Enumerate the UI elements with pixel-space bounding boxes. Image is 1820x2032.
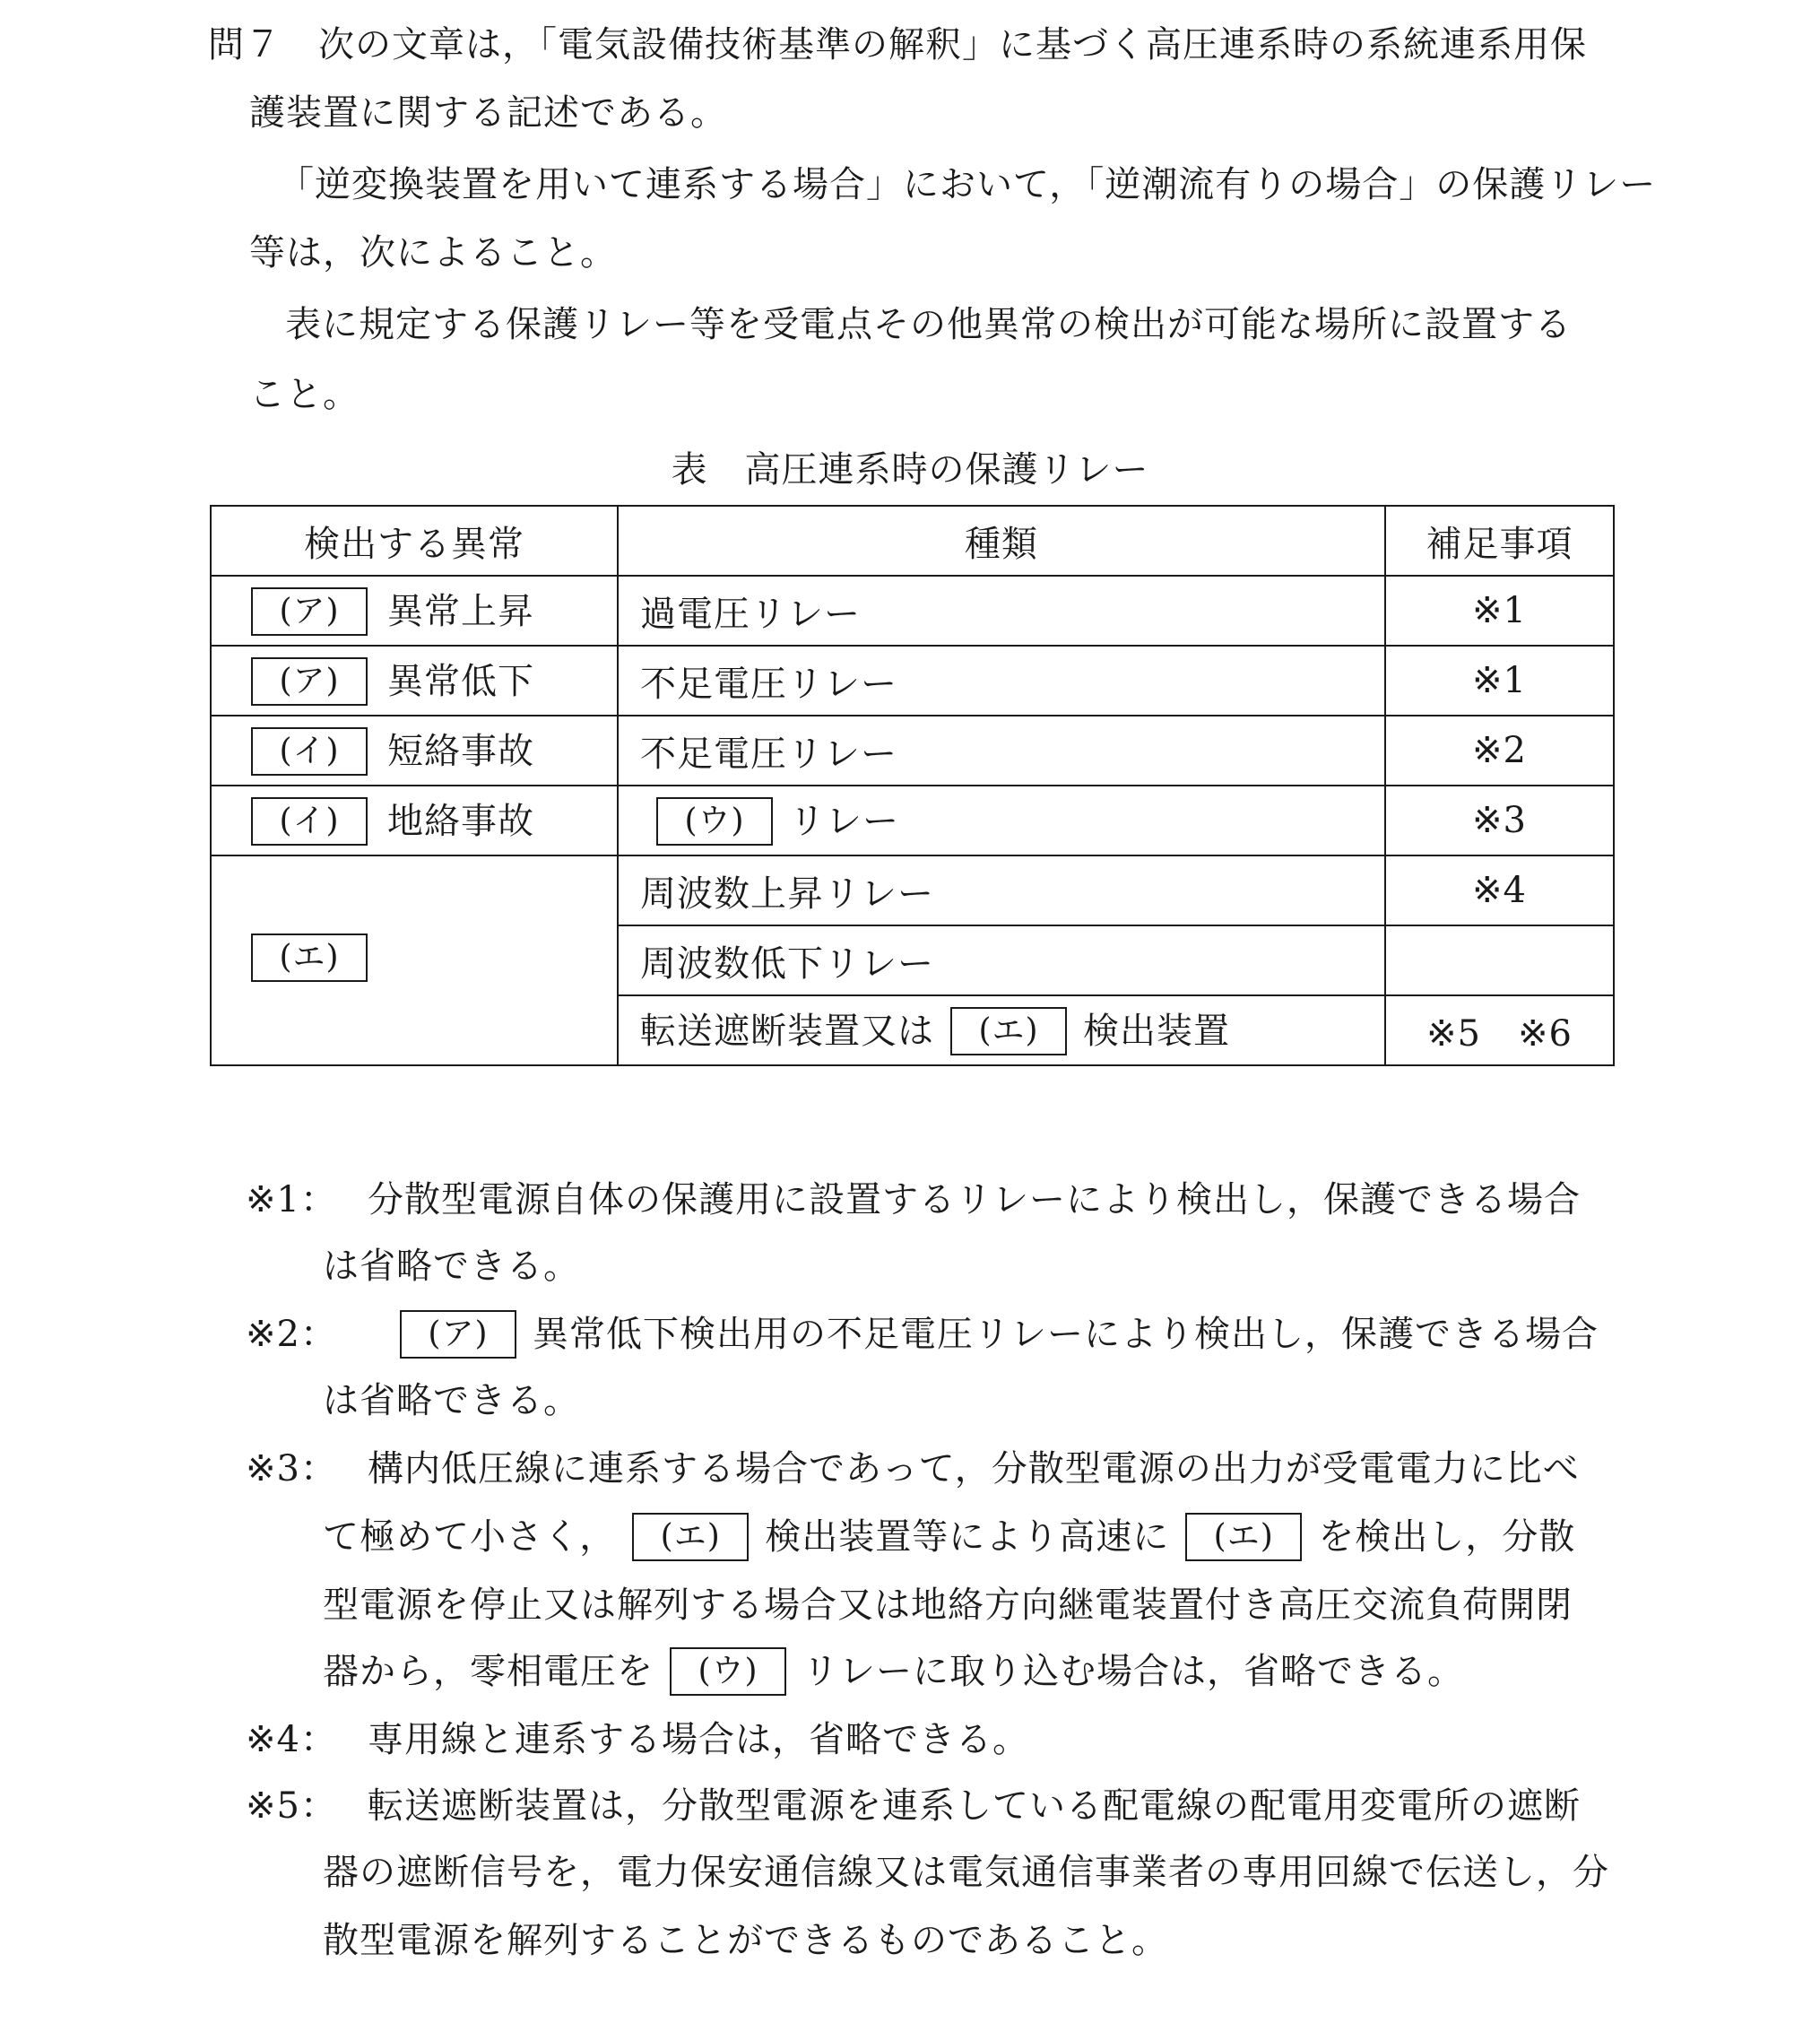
header-kind: 種類 bbox=[618, 506, 1385, 576]
abnormal-text: 異常上昇 bbox=[387, 591, 534, 632]
question-line-3: 「逆変換装置を用いて連系する場合」において，「逆潮流有りの場合」の保護リレー bbox=[278, 164, 1657, 205]
note-3-line-4 bbox=[323, 1637, 1730, 1706]
kind-cell: 周波数低下リレー bbox=[618, 925, 1385, 995]
blank-box: (ア) bbox=[400, 1310, 516, 1359]
note-text: 検出装置等により高速に bbox=[765, 1516, 1170, 1558]
note-1 bbox=[246, 1166, 1653, 1234]
note-1-cont: は省略できる。 bbox=[323, 1246, 580, 1287]
note-label: ※3： bbox=[246, 1448, 337, 1489]
header-abnormal: 検出する異常 bbox=[211, 506, 618, 576]
kind-cell: 周波数上昇リレー bbox=[618, 855, 1385, 925]
blank-box: (イ) bbox=[251, 797, 368, 846]
note-cell: ※2 bbox=[1385, 716, 1614, 786]
blank-box: (エ) bbox=[950, 1007, 1067, 1055]
note-text: 分散型電源自体の保護用に設置するリレーにより検出し，保護できる場合 bbox=[367, 1179, 1581, 1220]
question-line-5: 表に規定する保護リレー等を受電点その他異常の検出が可能な場所に設置する bbox=[285, 304, 1572, 345]
table-caption: 表 高圧連系時の保護リレー bbox=[671, 449, 1149, 491]
kind-cell: 過電圧リレー bbox=[618, 576, 1385, 646]
abnormal-text: 地絡事故 bbox=[387, 801, 534, 842]
abnormal-text: 短絡事故 bbox=[387, 731, 534, 772]
blank-box: (エ) bbox=[632, 1513, 749, 1561]
question-line-4: 等は，次によること。 bbox=[249, 232, 617, 274]
note-3 bbox=[246, 1435, 1653, 1503]
note-2-cont: は省略できる。 bbox=[323, 1380, 580, 1421]
note-text: 器から，零相電圧を bbox=[323, 1651, 654, 1692]
kind-text: リレー bbox=[789, 801, 899, 842]
abnormal-cell bbox=[211, 576, 618, 646]
header-note: 補足事項 bbox=[1385, 506, 1614, 576]
table-row bbox=[211, 786, 1614, 855]
note-cell: ※1 bbox=[1385, 646, 1614, 716]
abnormal-text: 異常低下 bbox=[387, 661, 534, 702]
table-header-row bbox=[211, 506, 1614, 576]
blank-box: (エ) bbox=[251, 934, 368, 982]
note-label: ※1： bbox=[246, 1179, 337, 1220]
note-cell: ※3 bbox=[1385, 786, 1614, 855]
blank-box: (ウ) bbox=[670, 1647, 786, 1696]
note-5-cont-2: 散型電源を解列することができるものであること。 bbox=[323, 1920, 1168, 1961]
table-row bbox=[211, 855, 1614, 925]
blank-box: (ウ) bbox=[656, 797, 773, 846]
note-text: を検出し，分散 bbox=[1318, 1516, 1576, 1558]
note-text: リレーに取り込む場合は，省略できる。 bbox=[802, 1651, 1464, 1692]
note-text: 転送遮断装置は，分散型電源を連系している配電線の配電用変電所の遮断 bbox=[367, 1785, 1581, 1827]
note-3-line-3: 型電源を停止又は解列する場合又は地絡方向継電装置付き高圧交流負荷開閉 bbox=[323, 1585, 1573, 1626]
note-cell: ※4 bbox=[1385, 855, 1614, 925]
abnormal-cell bbox=[211, 786, 618, 855]
question-line-6: こと。 bbox=[249, 374, 360, 415]
note-cell: ※1 bbox=[1385, 576, 1614, 646]
note-label: ※5： bbox=[246, 1785, 337, 1827]
kind-cell: 不足電圧リレー bbox=[618, 716, 1385, 786]
note-text: て極めて小さく， bbox=[323, 1516, 617, 1558]
blank-box: (ア) bbox=[251, 657, 368, 706]
kind-cell bbox=[618, 995, 1385, 1065]
abnormal-cell bbox=[211, 855, 618, 1065]
question-line-2: 護装置に関する記述である。 bbox=[249, 92, 727, 134]
table-row bbox=[211, 716, 1614, 786]
note-5 bbox=[246, 1772, 1653, 1840]
question-line-1: 問７ 次の文章は，「電気設備技術基準の解釈」に基づく高圧連系時の系統連系用保 bbox=[208, 24, 1587, 65]
note-label: ※4： bbox=[246, 1719, 337, 1760]
blank-box: (ア) bbox=[251, 587, 368, 636]
note-4 bbox=[246, 1706, 1653, 1774]
note-text: 専用線と連系する場合は，省略できる。 bbox=[367, 1719, 1029, 1760]
blank-box: (イ) bbox=[251, 727, 368, 776]
kind-text: 転送遮断装置又は bbox=[640, 1011, 934, 1052]
note-text: 構内低圧線に連系する場合であって，分散型電源の出力が受電電力に比べ bbox=[367, 1448, 1580, 1489]
note-2 bbox=[246, 1300, 1653, 1368]
note-3-line-2 bbox=[323, 1503, 1730, 1571]
abnormal-cell bbox=[211, 646, 618, 716]
abnormal-cell bbox=[211, 716, 618, 786]
note-label: ※2： bbox=[246, 1314, 337, 1355]
note-cell: ※5 ※6 bbox=[1385, 995, 1614, 1065]
table-row bbox=[211, 576, 1614, 646]
relay-table bbox=[210, 505, 1615, 1066]
table-row bbox=[211, 646, 1614, 716]
kind-cell: 不足電圧リレー bbox=[618, 646, 1385, 716]
note-text: 異常低下検出用の不足電圧リレーにより検出し，保護できる場合 bbox=[532, 1314, 1599, 1355]
note-cell bbox=[1385, 925, 1614, 995]
note-5-cont-1: 器の遮断信号を，電力保安通信線又は電気通信事業者の専用回線で伝送し，分 bbox=[323, 1852, 1609, 1893]
blank-box: (エ) bbox=[1185, 1513, 1302, 1561]
kind-text: 検出装置 bbox=[1083, 1011, 1230, 1052]
kind-cell bbox=[618, 786, 1385, 855]
